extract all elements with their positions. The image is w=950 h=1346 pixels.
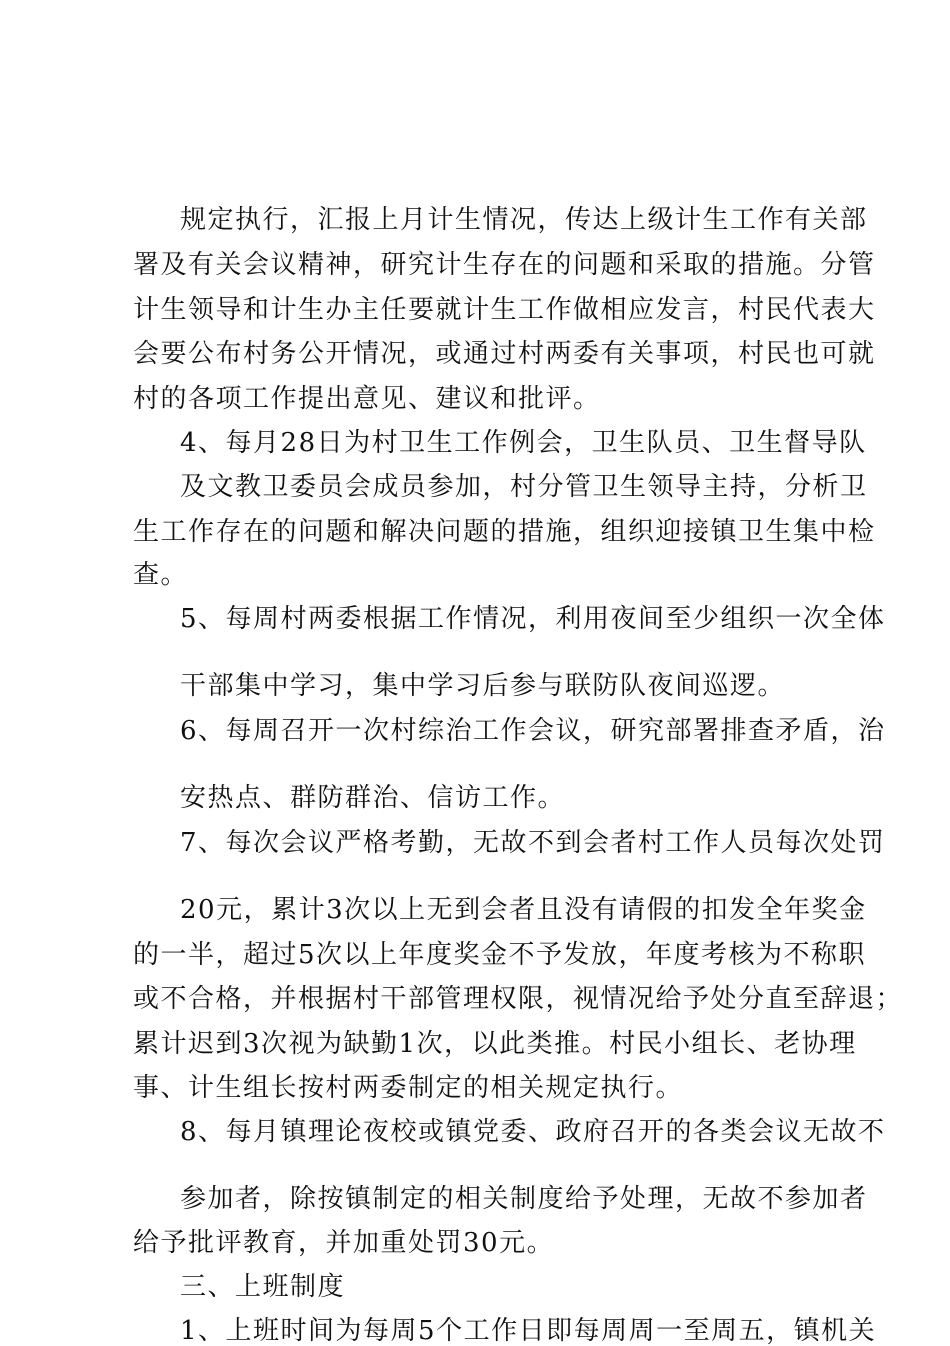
paragraph-line: 署及有关会议精神，研究计生存在的问题和采取的措施。分管 [133,250,876,280]
paragraph-line: 6、每周召开一次村综治工作会议，研究部署排查矛盾，治 [180,716,886,746]
paragraph-line: 或不合格，并根据村干部管理权限，视情况给予处分直至辞退； [133,984,904,1014]
paragraph-line: 村的各项工作提出意见、建议和批评。 [133,384,601,414]
paragraph-line: 7、每次会议严格考勤，无故不到会者村工作人员每次处罚 [180,828,886,858]
paragraph-line: 参加者，除按镇制定的相关制度给予处理，无故不参加者 [180,1184,868,1214]
paragraph-line: 计生领导和计生办主任要就计生工作做相应发言，村民代表大 [133,295,876,325]
paragraph-line: 给予批评教育，并加重处罚30元。 [133,1228,555,1258]
paragraph-line: 事、计生组长按村两委制定的相关规定执行。 [133,1073,684,1103]
paragraph-line: 的一半，超过5次以上年度奖金不予发放，年度考核为不称职 [133,940,867,970]
paragraph-line: 4、每月28日为村卫生工作例会，卫生队员、卫生督导队 [180,428,867,458]
paragraph-line: 及文教卫委员会成员参加，村分管卫生领导主持，分析卫 [180,472,868,502]
paragraph-line: 安热点、群防群治、信访工作。 [180,783,566,813]
paragraph-line: 生工作存在的问题和解决问题的措施，组织迎接镇卫生集中检 [133,517,876,547]
paragraph-line: 查。 [133,560,189,590]
paragraph-line: 规定执行，汇报上月计生情况，传达上级计生工作有关部 [180,205,868,235]
paragraph-line: 8、每月镇理论夜校或镇党委、政府召开的各类会议无故不 [180,1117,886,1147]
paragraph-line: 1、上班时间为每周5个工作日即每周周一至周五，镇机关 [180,1316,877,1346]
section-heading: 三、上班制度 [180,1272,346,1302]
paragraph-line: 20元，累计3次以上无到会者且没有请假的扣发全年奖金 [180,895,867,925]
paragraph-line: 5、每周村两委根据工作情况，利用夜间至少组织一次全体 [180,604,886,634]
paragraph-line: 干部集中学习，集中学习后参与联防队夜间巡逻。 [180,671,786,701]
paragraph-line: 会要公布村务公开情况，或通过村两委有关事项，村民也可就 [133,339,876,369]
paragraph-line: 累计迟到3次视为缺勤1次，以此类推。村民小组长、老协理 [133,1029,857,1059]
